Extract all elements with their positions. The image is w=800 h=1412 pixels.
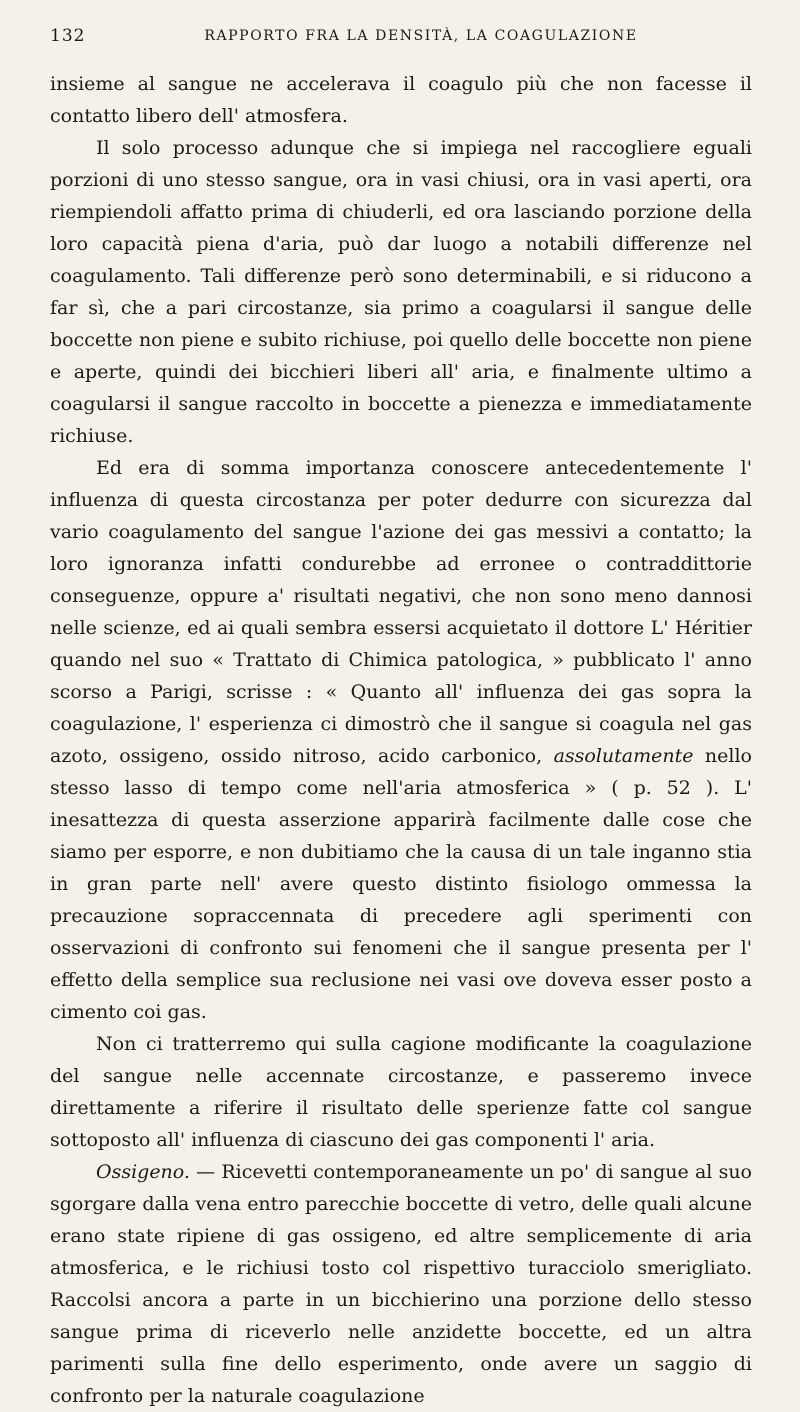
running-head (50, 18, 752, 50)
paragraph-importance (50, 452, 752, 1028)
paragraph-continuation: insieme al sangue ne accelerava il coagulo più che non facesse il contatto libero dell' atmosfera. (50, 73, 752, 127)
italic-emphasis: assolutamente (553, 745, 694, 767)
page-number: 132 (50, 26, 86, 46)
paragraph-gases: Non ci tratterremo qui sulla cagione modificante la coagulazione del sangue nelle accennate circostanze, e passeremo invece direttamente a riferire il risultato delle sperienze fatte col sangue sottoposto all' influenza di ciascuno dei gas componenti l' aria. (50, 1033, 752, 1151)
paragraph-process: Il solo processo adunque che si impiega nel raccogliere eguali porzioni di uno stesso sangue, ora in vasi chiusi, ora in vasi aperti, ora riempiendoli affatto prima di chiuderli, ed ora lasciando porzione della loro capacità piena d'aria, può dar luogo a notabili differenze nel coagulamento. Tali differenze però sono determinabili, e si riducono a far sì, che a pari circostanze, sia primo a coagularsi il sangue delle boccette non piene e subito richiuse, poi quello delle boccette non piene e aperte, quindi dei bicchieri liberi all' aria, e finalmente ultimo a coagularsi il sangue raccolto in boccette a pienezza e immediatamente richiuse. (50, 137, 752, 447)
section-heading-oxygen: Ossigeno. (96, 1161, 190, 1183)
paragraph-importance-text-before: Ed era di somma importanza conoscere antecedentemente l' influenza di questa circostanza per poter dedurre con sicurezza dal vario coagulamento del sangue l'azione dei gas messivi a contatto; la loro ignoranza infatti condurebbe ad erronee o contraddittorie conseguenze, oppure a' risultati negativi, che non sono meno dannosi nelle scienze, ed ai quali sembra essersi acquietato il dottore L' Héritier quando nel suo « Trattato di Chimica patologica, » pubblicato l' anno scorso a Parigi, scrisse : « Quanto all' influenza dei gas sopra la coagulazione, l' esperienza ci dimostrò che il sangue si coagula nel gas azoto, ossigeno, ossido nitroso, acido carbonico, (50, 457, 752, 767)
paragraph-oxygen-text: — Ricevetti contemporaneamente un po' di sangue al suo sgorgare dalla vena entro parecchie boccette di vetro, delle quali alcune erano state ripiene di gas ossigeno, ed altre semplicemente di aria atmosferica, e le richiusi tosto col rispettivo turacciolo smerigliato. Raccolsi ancora a parte in un bicchierino una porzione dello stesso sangue prima di riceverlo nelle anzidette boccette, ed un altra parimenti sulla fine dello esperimento, onde avere un saggio di confronto per la naturale coagulazione (50, 1161, 752, 1407)
paragraph-oxygen (50, 1156, 752, 1412)
running-title: RAPPORTO FRA LA DENSITÀ, LA COAGULAZIONE (204, 28, 638, 44)
paragraph-importance-text-after: nello stesso lasso di tempo come nell'aria atmosferica » ( p. 52 ). L' inesattezza di questa asserzione apparirà facilmente dalle cose che siamo per esporre, e non dubitiamo che la causa di un tale inganno stia in gran parte nell' avere questo distinto fisiologo ommessa la precauzione sopraccennata di precedere agli sperimenti con osservazioni di confronto sui fenomeni che il sangue presenta per l' effetto della semplice sua reclusione nei vasi ove doveva esser posto a cimento coi gas. (50, 745, 752, 1023)
body-text (50, 68, 752, 1412)
